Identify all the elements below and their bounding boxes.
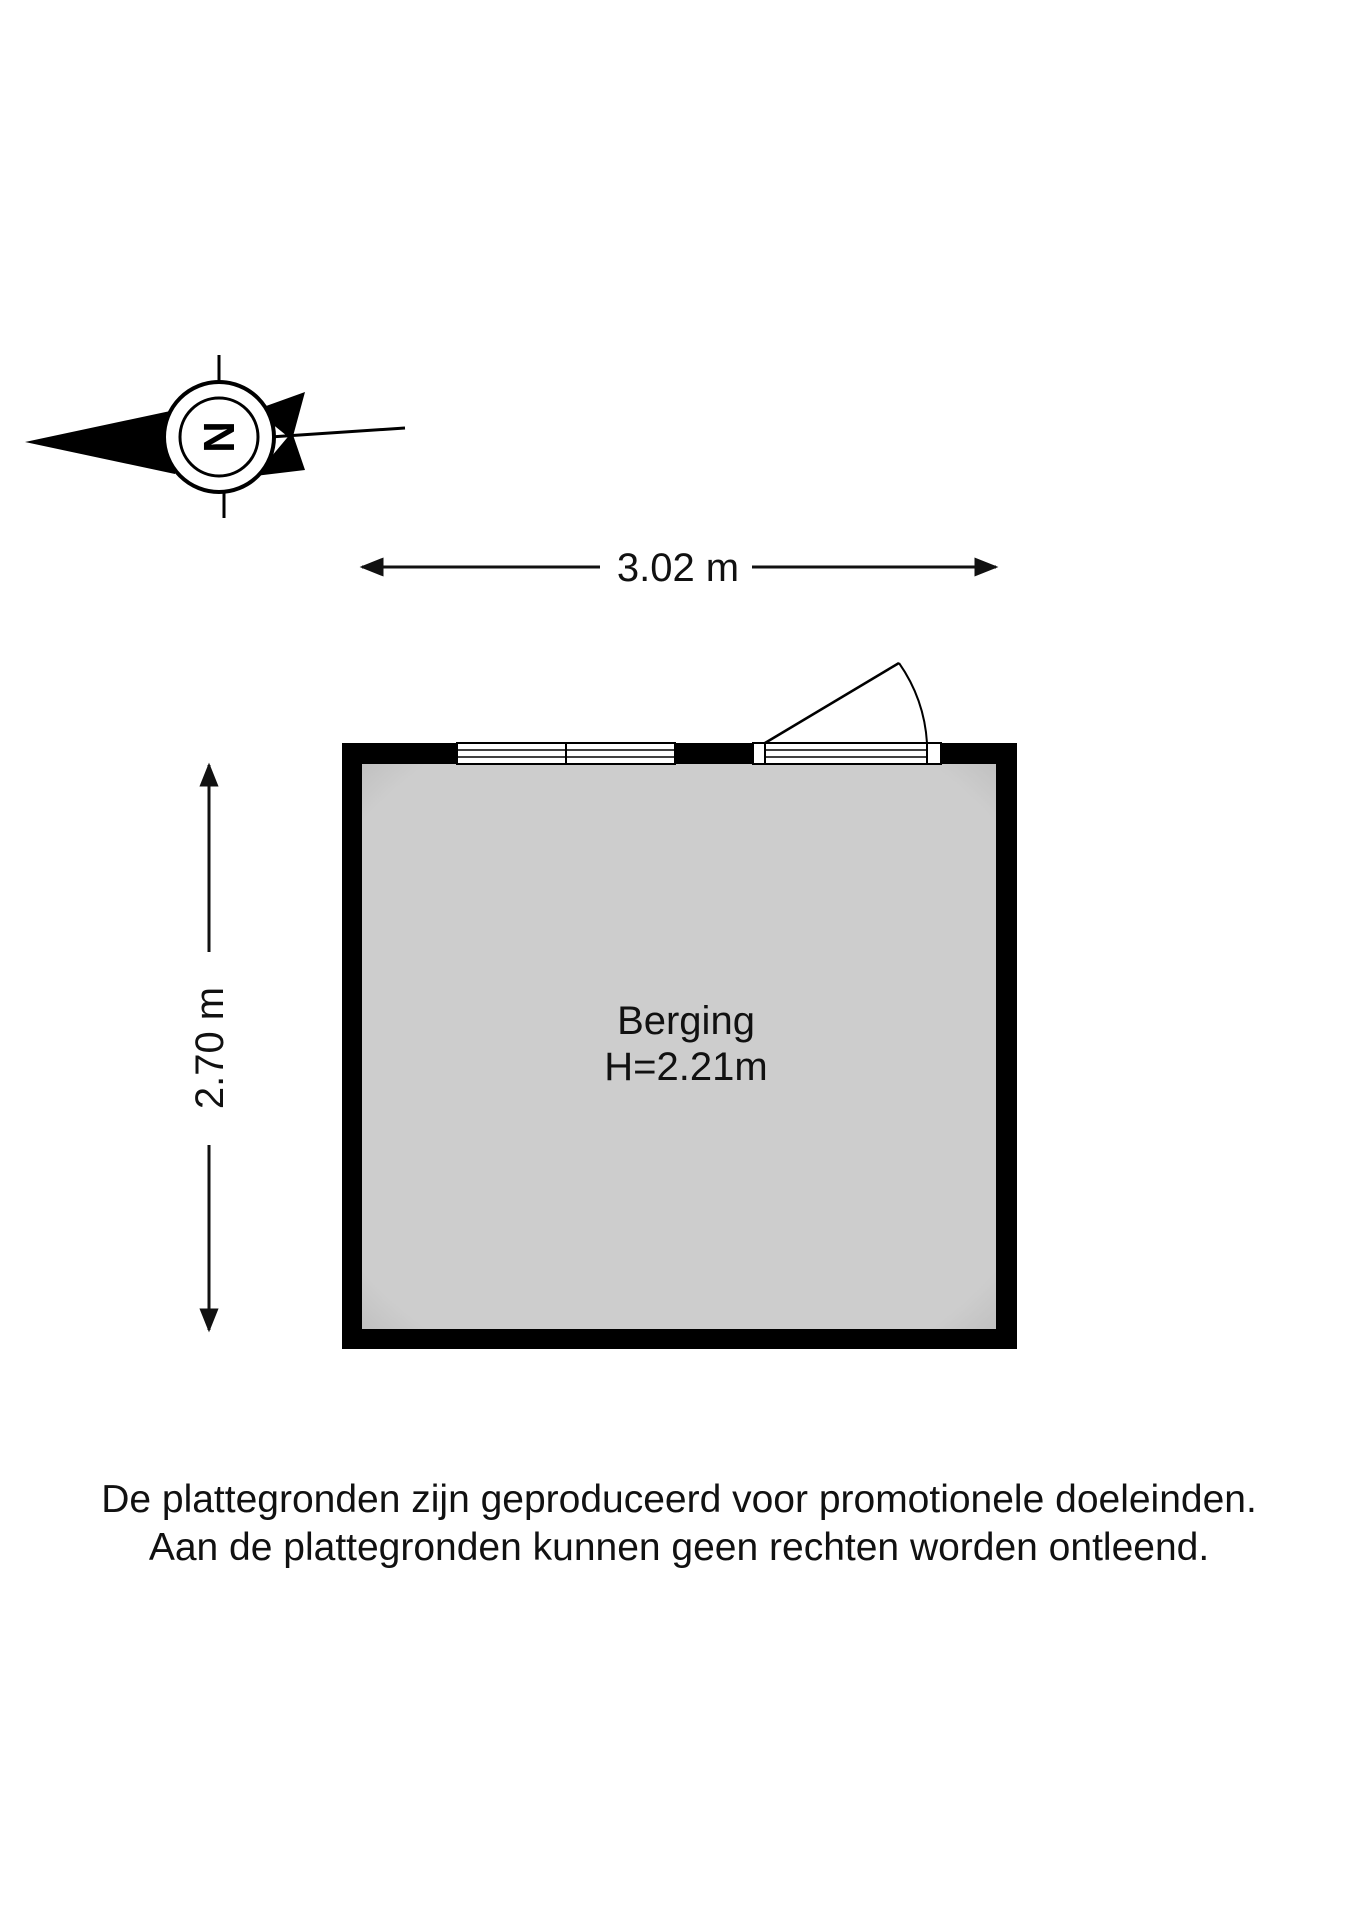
door-leaf [765,663,899,743]
north-arrow-compass-icon [25,355,405,518]
disclaimer-line-1: De plattegronden zijn geproduceerd voor promotionele doeleinden. [101,1478,1257,1521]
width-dimension-label: 3.02 m [616,546,740,590]
door-swing-arc [899,663,927,743]
depth-dimension [188,765,232,1330]
depth-dimension-label: 2.70 m [188,986,232,1110]
room-name: Berging [617,999,755,1043]
door [753,663,941,764]
room-height: H=2.21m [604,1045,768,1089]
window [457,743,675,764]
compass-north-label: N [195,421,244,453]
width-dimension [362,546,996,590]
disclaimer-line-2: Aan de plattegronden kunnen geen rechten worden ontleend. [148,1526,1210,1569]
room-berging [342,663,1017,1349]
